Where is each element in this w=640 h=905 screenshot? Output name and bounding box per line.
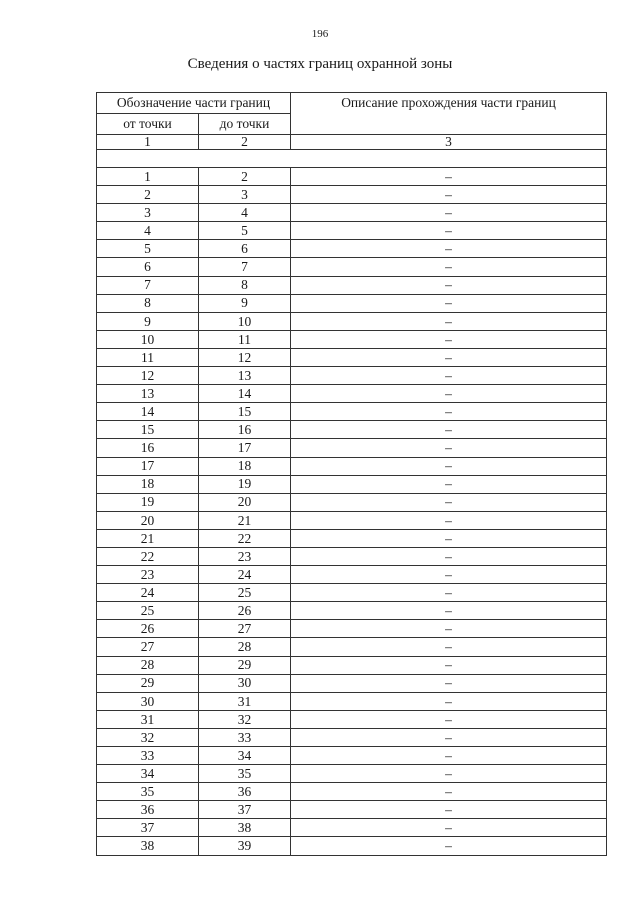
column-number: 1 (97, 135, 199, 150)
header-boundary-designation: Обозначение части границ (97, 93, 291, 114)
from-point-cell: 30 (97, 692, 199, 710)
from-point-cell: 3 (97, 204, 199, 222)
description-cell: – (291, 294, 607, 312)
table-row (97, 783, 607, 801)
from-point-cell: 29 (97, 674, 199, 692)
to-point-cell: 30 (199, 674, 291, 692)
to-point-cell: 9 (199, 294, 291, 312)
description-cell: – (291, 529, 607, 547)
table-row (97, 801, 607, 819)
table-row (97, 547, 607, 565)
description-cell: – (291, 819, 607, 837)
from-point-cell: 9 (97, 312, 199, 330)
separator-cell (97, 150, 607, 168)
table-body (97, 93, 607, 856)
table-row (97, 258, 607, 276)
table-row (97, 240, 607, 258)
description-cell: – (291, 765, 607, 783)
from-point-cell: 27 (97, 638, 199, 656)
table-row (97, 602, 607, 620)
header-from-point: от точки (97, 114, 199, 135)
to-point-cell: 4 (199, 204, 291, 222)
table-row (97, 385, 607, 403)
to-point-cell: 17 (199, 439, 291, 457)
from-point-cell: 19 (97, 493, 199, 511)
description-cell: – (291, 385, 607, 403)
to-point-cell: 38 (199, 819, 291, 837)
from-point-cell: 26 (97, 620, 199, 638)
table-row (97, 439, 607, 457)
table-row (97, 367, 607, 385)
table-row (97, 222, 607, 240)
from-point-cell: 1 (97, 168, 199, 186)
table-row (97, 620, 607, 638)
table-row (97, 276, 607, 294)
from-point-cell: 8 (97, 294, 199, 312)
description-cell: – (291, 240, 607, 258)
to-point-cell: 34 (199, 747, 291, 765)
from-point-cell: 31 (97, 710, 199, 728)
to-point-cell: 5 (199, 222, 291, 240)
table-row (97, 710, 607, 728)
from-point-cell: 2 (97, 186, 199, 204)
from-point-cell: 5 (97, 240, 199, 258)
to-point-cell: 10 (199, 312, 291, 330)
table-row (97, 511, 607, 529)
description-cell: – (291, 547, 607, 565)
document-title: Сведения о частях границ охранной зоны (187, 56, 453, 72)
table-row (97, 421, 607, 439)
from-point-cell: 18 (97, 475, 199, 493)
description-cell: – (291, 837, 607, 855)
separator-row (97, 150, 607, 168)
from-point-cell: 15 (97, 421, 199, 439)
to-point-cell: 11 (199, 330, 291, 348)
from-point-cell: 28 (97, 656, 199, 674)
to-point-cell: 24 (199, 566, 291, 584)
to-point-cell: 14 (199, 385, 291, 403)
to-point-cell: 21 (199, 511, 291, 529)
to-point-cell: 25 (199, 584, 291, 602)
to-point-cell: 35 (199, 765, 291, 783)
description-cell: – (291, 511, 607, 529)
to-point-cell: 22 (199, 529, 291, 547)
table-row (97, 493, 607, 511)
from-point-cell: 38 (97, 837, 199, 855)
table-row (97, 584, 607, 602)
description-cell: – (291, 475, 607, 493)
description-cell: – (291, 439, 607, 457)
description-cell: – (291, 638, 607, 656)
table-row (97, 457, 607, 475)
description-cell: – (291, 348, 607, 366)
table-row (97, 348, 607, 366)
table-row (97, 330, 607, 348)
to-point-cell: 32 (199, 710, 291, 728)
from-point-cell: 23 (97, 566, 199, 584)
description-cell: – (291, 602, 607, 620)
description-cell: – (291, 710, 607, 728)
to-point-cell: 19 (199, 475, 291, 493)
table-row (97, 674, 607, 692)
from-point-cell: 21 (97, 529, 199, 547)
table-row (97, 529, 607, 547)
description-cell: – (291, 457, 607, 475)
table-row (97, 692, 607, 710)
from-point-cell: 11 (97, 348, 199, 366)
table-row (97, 403, 607, 421)
description-cell: – (291, 566, 607, 584)
table-row (97, 765, 607, 783)
from-point-cell: 22 (97, 547, 199, 565)
table-row (97, 312, 607, 330)
to-point-cell: 27 (199, 620, 291, 638)
description-cell: – (291, 692, 607, 710)
header-to-point: до точки (199, 114, 291, 135)
description-cell: – (291, 747, 607, 765)
description-cell: – (291, 276, 607, 294)
to-point-cell: 12 (199, 348, 291, 366)
to-point-cell: 2 (199, 168, 291, 186)
from-point-cell: 32 (97, 728, 199, 746)
from-point-cell: 24 (97, 584, 199, 602)
page-number: 196 (311, 28, 329, 40)
column-number-row (97, 135, 607, 150)
to-point-cell: 28 (199, 638, 291, 656)
description-cell: – (291, 674, 607, 692)
to-point-cell: 8 (199, 276, 291, 294)
to-point-cell: 16 (199, 421, 291, 439)
table-row (97, 819, 607, 837)
column-number: 2 (199, 135, 291, 150)
description-cell: – (291, 367, 607, 385)
from-point-cell: 4 (97, 222, 199, 240)
to-point-cell: 33 (199, 728, 291, 746)
description-cell: – (291, 421, 607, 439)
to-point-cell: 29 (199, 656, 291, 674)
to-point-cell: 39 (199, 837, 291, 855)
from-point-cell: 6 (97, 258, 199, 276)
description-cell: – (291, 728, 607, 746)
table-row (97, 638, 607, 656)
table-row (97, 204, 607, 222)
table-row (97, 566, 607, 584)
description-cell: – (291, 204, 607, 222)
to-point-cell: 13 (199, 367, 291, 385)
to-point-cell: 15 (199, 403, 291, 421)
to-point-cell: 3 (199, 186, 291, 204)
header-description: Описание прохождения части границ (291, 93, 607, 135)
from-point-cell: 14 (97, 403, 199, 421)
description-cell: – (291, 168, 607, 186)
to-point-cell: 36 (199, 783, 291, 801)
description-cell: – (291, 801, 607, 819)
from-point-cell: 36 (97, 801, 199, 819)
header-row (97, 93, 607, 114)
description-cell: – (291, 584, 607, 602)
table-row (97, 294, 607, 312)
column-number: 3 (291, 135, 607, 150)
from-point-cell: 12 (97, 367, 199, 385)
table-row (97, 186, 607, 204)
description-cell: – (291, 186, 607, 204)
from-point-cell: 20 (97, 511, 199, 529)
to-point-cell: 18 (199, 457, 291, 475)
description-cell: – (291, 330, 607, 348)
description-cell: – (291, 656, 607, 674)
from-point-cell: 33 (97, 747, 199, 765)
table-row (97, 475, 607, 493)
table-row (97, 656, 607, 674)
boundary-parts-table (96, 92, 607, 856)
description-cell: – (291, 403, 607, 421)
from-point-cell: 10 (97, 330, 199, 348)
table-row (97, 168, 607, 186)
from-point-cell: 17 (97, 457, 199, 475)
description-cell: – (291, 620, 607, 638)
to-point-cell: 20 (199, 493, 291, 511)
from-point-cell: 37 (97, 819, 199, 837)
table-row (97, 747, 607, 765)
from-point-cell: 13 (97, 385, 199, 403)
table-row (97, 728, 607, 746)
to-point-cell: 23 (199, 547, 291, 565)
to-point-cell: 31 (199, 692, 291, 710)
table-row (97, 837, 607, 855)
to-point-cell: 7 (199, 258, 291, 276)
to-point-cell: 37 (199, 801, 291, 819)
description-cell: – (291, 258, 607, 276)
description-cell: – (291, 312, 607, 330)
description-cell: – (291, 222, 607, 240)
from-point-cell: 25 (97, 602, 199, 620)
description-cell: – (291, 493, 607, 511)
description-cell: – (291, 783, 607, 801)
from-point-cell: 16 (97, 439, 199, 457)
to-point-cell: 6 (199, 240, 291, 258)
from-point-cell: 35 (97, 783, 199, 801)
to-point-cell: 26 (199, 602, 291, 620)
from-point-cell: 7 (97, 276, 199, 294)
from-point-cell: 34 (97, 765, 199, 783)
